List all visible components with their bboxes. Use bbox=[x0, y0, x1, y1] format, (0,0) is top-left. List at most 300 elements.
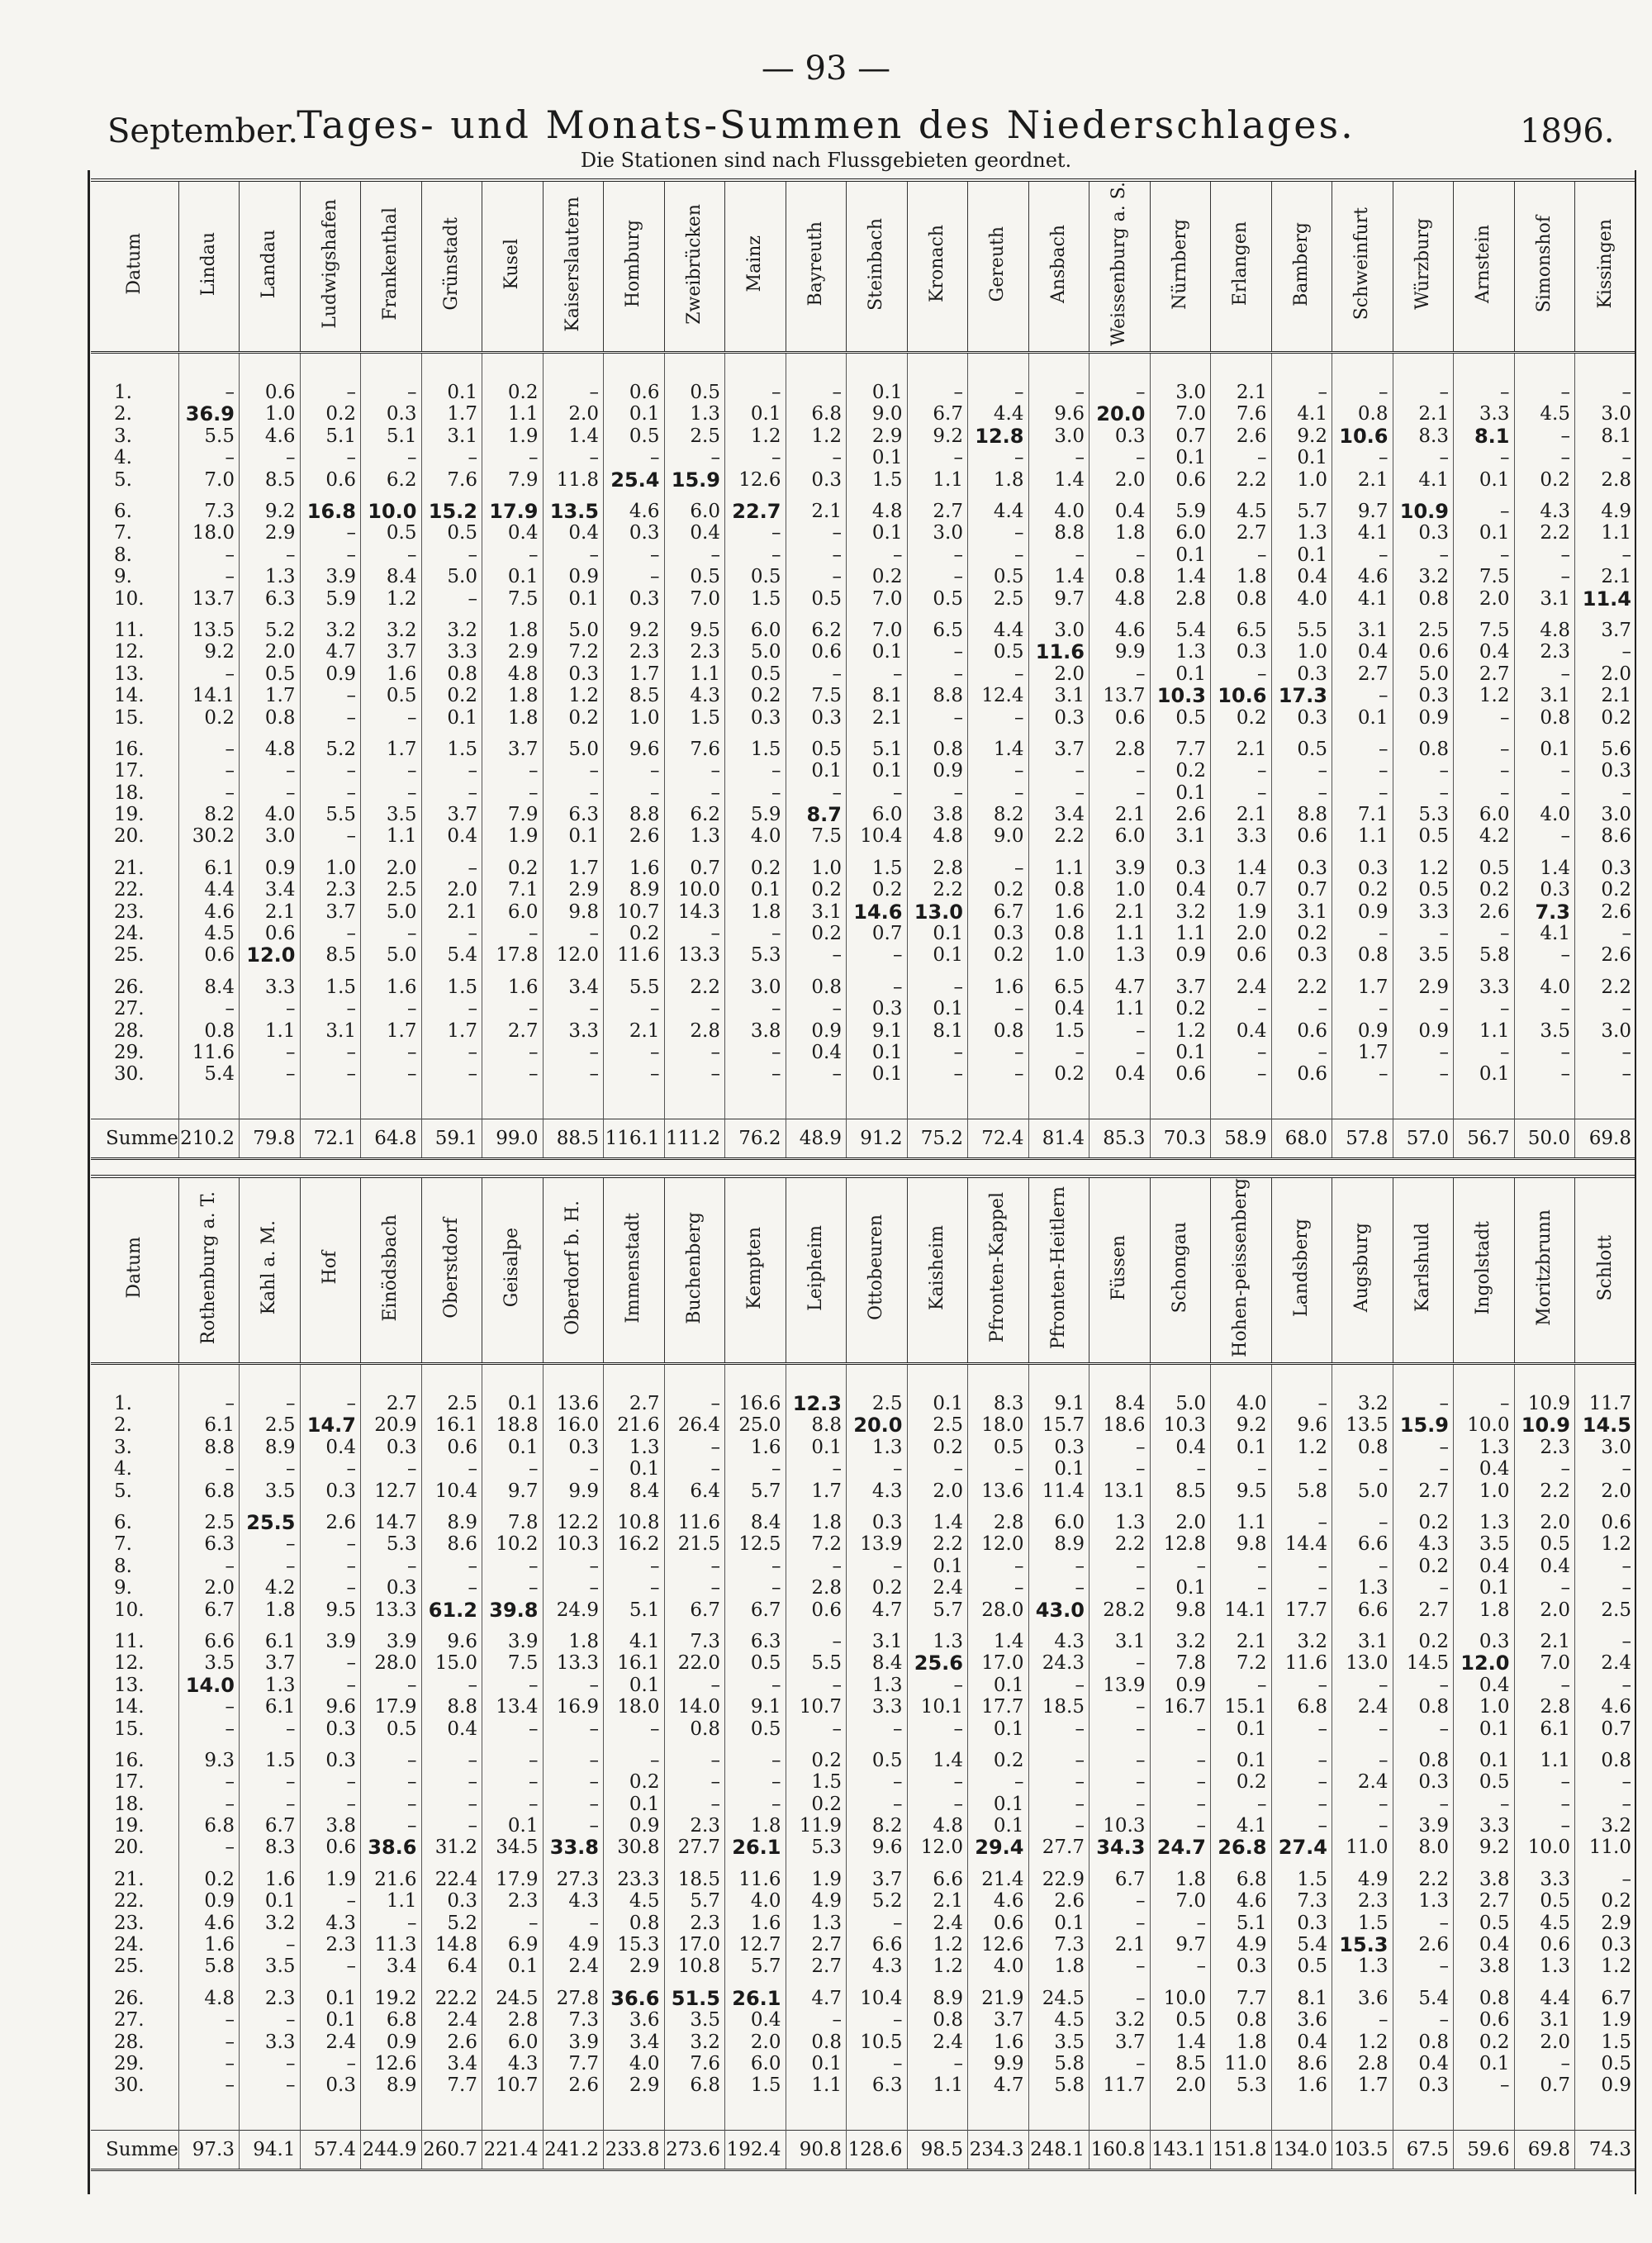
value-cell: – bbox=[786, 1621, 847, 1652]
value-cell: 18.0 bbox=[178, 522, 240, 544]
table-row bbox=[91, 1556, 1635, 1577]
value-cell: 2.0 bbox=[1514, 1599, 1575, 1620]
value-cell: 6.9 bbox=[482, 1934, 544, 1955]
value-cell: 0.8 bbox=[1332, 1437, 1393, 1458]
value-cell: – bbox=[1211, 1793, 1272, 1814]
value-cell: – bbox=[1089, 782, 1151, 804]
value-cell: 5.1 bbox=[604, 1599, 665, 1620]
sum-cell: 98.5 bbox=[907, 2130, 968, 2169]
value-cell: – bbox=[1089, 1577, 1151, 1599]
value-cell: 4.7 bbox=[968, 2074, 1029, 2130]
value-cell: 2.0 bbox=[1211, 923, 1272, 944]
value-cell: – bbox=[1271, 782, 1332, 804]
value-cell: 2.0 bbox=[421, 879, 482, 901]
value-cell: – bbox=[1271, 1042, 1332, 1063]
value-cell: 5.9 bbox=[725, 804, 786, 825]
station-header bbox=[178, 1176, 240, 1363]
value-cell: 8.3 bbox=[1393, 425, 1454, 447]
value-cell: 7.5 bbox=[1454, 566, 1515, 587]
value-cell: 0.6 bbox=[1271, 1063, 1332, 1119]
value-cell: 1.6 bbox=[361, 967, 422, 998]
value-cell: 26.1 bbox=[725, 1837, 786, 1858]
value-cell: – bbox=[1150, 1771, 1211, 1793]
sum-cell: 81.4 bbox=[1028, 1119, 1089, 1158]
value-cell: – bbox=[421, 998, 482, 1019]
station-header bbox=[1514, 1176, 1575, 1363]
value-cell: 1.5 bbox=[240, 1740, 301, 1771]
day-cell: 13. bbox=[114, 663, 145, 685]
station-header bbox=[421, 1176, 482, 1363]
value-cell: 0.3 bbox=[1575, 848, 1636, 879]
station-name: Einödsbach bbox=[380, 1214, 401, 1322]
value-cell: – bbox=[1514, 782, 1575, 804]
value-cell: – bbox=[178, 1363, 240, 1414]
value-cell: 3.9 bbox=[482, 1621, 544, 1652]
value-cell: – bbox=[1211, 544, 1272, 566]
value-cell: – bbox=[907, 566, 968, 587]
value-cell: 6.1 bbox=[178, 1414, 240, 1436]
value-cell: – bbox=[968, 1771, 1029, 1793]
value-cell: 0.1 bbox=[968, 1718, 1029, 1739]
table-row bbox=[91, 1675, 1635, 1696]
value-cell: – bbox=[1089, 1019, 1151, 1041]
value-cell: 3.7 bbox=[421, 804, 482, 825]
value-cell: 0.2 bbox=[1514, 468, 1575, 490]
day-cell: 5. bbox=[114, 468, 132, 491]
value-cell: – bbox=[1575, 447, 1636, 468]
value-cell: 3.0 bbox=[907, 522, 968, 544]
value-cell: 3.1 bbox=[421, 425, 482, 447]
value-cell: – bbox=[1089, 1437, 1151, 1458]
value-cell: 3.4 bbox=[604, 2031, 665, 2052]
station-name: Schlott bbox=[1594, 1234, 1616, 1301]
value-cell: 1.6 bbox=[725, 1437, 786, 1458]
value-cell: 1.2 bbox=[1271, 1437, 1332, 1458]
value-cell: 6.0 bbox=[725, 2053, 786, 2074]
value-cell: 1.3 bbox=[604, 1437, 665, 1458]
value-cell: 5.2 bbox=[300, 729, 361, 760]
value-cell: 12.6 bbox=[968, 1934, 1029, 1955]
value-cell: 0.1 bbox=[847, 1042, 908, 1063]
value-cell: – bbox=[1514, 1793, 1575, 1814]
value-cell: 22.7 bbox=[725, 491, 786, 522]
value-cell: – bbox=[968, 663, 1029, 685]
value-cell: 2.0 bbox=[1514, 1502, 1575, 1533]
value-cell: 1.2 bbox=[1393, 848, 1454, 879]
value-cell: – bbox=[725, 447, 786, 468]
value-cell: – bbox=[1028, 1771, 1089, 1793]
value-cell: 15.1 bbox=[1211, 1696, 1272, 1718]
value-cell: – bbox=[664, 1042, 725, 1063]
value-cell: 0.4 bbox=[482, 522, 544, 544]
value-cell: – bbox=[482, 544, 544, 566]
value-cell: 0.3 bbox=[1211, 1955, 1272, 1977]
sum-cell: 90.8 bbox=[786, 2130, 847, 2169]
value-cell: 3.3 bbox=[1454, 1815, 1515, 1837]
value-cell: 0.5 bbox=[1271, 1955, 1332, 1977]
value-cell: – bbox=[1332, 1556, 1393, 1577]
value-cell: 2.0 bbox=[543, 403, 604, 425]
value-cell: 1.8 bbox=[482, 610, 544, 641]
value-cell: – bbox=[543, 782, 604, 804]
value-cell: 2.0 bbox=[1089, 468, 1151, 490]
value-cell: 3.9 bbox=[543, 2031, 604, 2052]
value-cell: 15.3 bbox=[604, 1934, 665, 1955]
value-cell: 29.4 bbox=[968, 1837, 1029, 1858]
value-cell: – bbox=[786, 1458, 847, 1480]
value-cell: – bbox=[604, 1740, 665, 1771]
value-cell: 3.2 bbox=[240, 1912, 301, 1933]
value-cell: – bbox=[1393, 1793, 1454, 1814]
sum-label: Summe bbox=[91, 2130, 178, 2169]
value-cell: 36.9 bbox=[178, 403, 240, 425]
day-cell: 17. bbox=[114, 1771, 145, 1794]
value-cell: – bbox=[1150, 1955, 1211, 1977]
value-cell: 1.5 bbox=[725, 729, 786, 760]
value-cell: 0.7 bbox=[1514, 2074, 1575, 2130]
value-cell: – bbox=[968, 706, 1029, 728]
value-cell: – bbox=[543, 1556, 604, 1577]
station-header bbox=[1332, 180, 1393, 352]
value-cell: 9.2 bbox=[178, 641, 240, 663]
value-cell: – bbox=[1028, 1577, 1089, 1599]
value-cell: 4.0 bbox=[725, 825, 786, 847]
value-cell: – bbox=[361, 1042, 422, 1063]
value-cell: 14.5 bbox=[1575, 1414, 1636, 1436]
value-cell: – bbox=[1089, 1740, 1151, 1771]
value-cell: – bbox=[543, 1718, 604, 1739]
value-cell: 0.4 bbox=[421, 1718, 482, 1739]
value-cell: 0.4 bbox=[1150, 879, 1211, 901]
value-cell: 3.1 bbox=[1332, 610, 1393, 641]
value-cell: 4.4 bbox=[968, 403, 1029, 425]
station-header bbox=[1271, 180, 1332, 352]
value-cell: 6.0 bbox=[482, 2031, 544, 2052]
value-cell: 8.5 bbox=[1150, 2053, 1211, 2074]
value-cell: – bbox=[482, 1063, 544, 1119]
value-cell: 3.6 bbox=[1271, 2009, 1332, 2031]
value-cell: – bbox=[786, 447, 847, 468]
value-cell: 3.5 bbox=[361, 804, 422, 825]
value-cell: 2.9 bbox=[604, 1955, 665, 1977]
table-row bbox=[91, 425, 1635, 447]
datum-header bbox=[91, 1176, 178, 1363]
value-cell: 3.5 bbox=[240, 1955, 301, 1977]
value-cell: 10.4 bbox=[421, 1480, 482, 1501]
value-cell: – bbox=[300, 447, 361, 468]
value-cell: 3.8 bbox=[1454, 1955, 1515, 1977]
value-cell: – bbox=[907, 1771, 968, 1793]
sum-cell: 64.8 bbox=[361, 1119, 422, 1158]
value-cell: 8.6 bbox=[1575, 825, 1636, 847]
value-cell: 6.1 bbox=[178, 848, 240, 879]
value-cell: – bbox=[604, 1063, 665, 1119]
value-cell: 3.0 bbox=[1575, 1437, 1636, 1458]
value-cell: – bbox=[1575, 641, 1636, 663]
value-cell: – bbox=[178, 1837, 240, 1858]
table-row bbox=[91, 522, 1635, 544]
value-cell: 1.8 bbox=[482, 685, 544, 706]
value-cell: 7.9 bbox=[482, 804, 544, 825]
value-cell: – bbox=[968, 848, 1029, 879]
value-cell: 12.0 bbox=[907, 1837, 968, 1858]
value-cell: 8.5 bbox=[300, 944, 361, 966]
station-name: Oberdorf b. H. bbox=[562, 1200, 583, 1335]
value-cell: – bbox=[240, 1771, 301, 1793]
value-cell: – bbox=[664, 1363, 725, 1414]
value-cell: 0.3 bbox=[300, 1718, 361, 1739]
month-label: September. bbox=[107, 112, 299, 150]
value-cell: – bbox=[907, 641, 968, 663]
value-cell: 8.5 bbox=[604, 685, 665, 706]
value-cell: 3.1 bbox=[1271, 901, 1332, 922]
station-header bbox=[1211, 180, 1272, 352]
value-cell: 0.6 bbox=[968, 1912, 1029, 1933]
value-cell: – bbox=[1393, 998, 1454, 1019]
value-cell: 5.0 bbox=[725, 641, 786, 663]
value-cell: 0.2 bbox=[1393, 1502, 1454, 1533]
value-cell: 3.2 bbox=[300, 610, 361, 641]
value-cell: 0.1 bbox=[1454, 1063, 1515, 1119]
value-cell: 27.8 bbox=[543, 1978, 604, 2009]
station-header bbox=[1028, 1176, 1089, 1363]
table-row bbox=[91, 352, 1635, 403]
value-cell: – bbox=[968, 1042, 1029, 1063]
day-cell: 27. bbox=[114, 2009, 145, 2032]
value-cell: – bbox=[1332, 1502, 1393, 1533]
value-cell: – bbox=[482, 923, 544, 944]
value-cell: – bbox=[664, 1793, 725, 1814]
value-cell: 0.8 bbox=[1575, 1740, 1636, 1771]
value-cell: 0.8 bbox=[1393, 2031, 1454, 2052]
value-cell: 2.6 bbox=[1454, 901, 1515, 922]
value-cell: 0.2 bbox=[968, 1740, 1029, 1771]
value-cell: 2.5 bbox=[907, 1414, 968, 1436]
value-cell: 30.2 bbox=[178, 825, 240, 847]
value-cell: 0.2 bbox=[300, 403, 361, 425]
value-cell: – bbox=[1089, 1793, 1151, 1814]
value-cell: – bbox=[1332, 2009, 1393, 2031]
value-cell: – bbox=[300, 760, 361, 782]
value-cell: 15.9 bbox=[664, 468, 725, 490]
value-cell: 0.3 bbox=[786, 706, 847, 728]
value-cell: 0.1 bbox=[1028, 1912, 1089, 1933]
value-cell: 3.3 bbox=[421, 641, 482, 663]
value-cell: – bbox=[543, 1793, 604, 1814]
value-cell: 6.1 bbox=[240, 1696, 301, 1718]
value-cell: 1.0 bbox=[1454, 1480, 1515, 1501]
value-cell: 0.6 bbox=[1150, 1063, 1211, 1119]
value-cell: 5.7 bbox=[1271, 491, 1332, 522]
value-cell: 9.6 bbox=[1271, 1414, 1332, 1436]
value-cell: 3.3 bbox=[240, 967, 301, 998]
value-cell: – bbox=[907, 1793, 968, 1814]
value-cell: – bbox=[725, 782, 786, 804]
value-cell: 5.9 bbox=[300, 587, 361, 609]
value-cell: – bbox=[421, 544, 482, 566]
value-cell: 0.1 bbox=[543, 825, 604, 847]
value-cell: – bbox=[300, 1652, 361, 1674]
station-header bbox=[1150, 1176, 1211, 1363]
station-name: Erlangen bbox=[1230, 221, 1251, 307]
value-cell: 2.8 bbox=[786, 1577, 847, 1599]
value-cell: 0.5 bbox=[725, 1652, 786, 1674]
value-cell: 3.1 bbox=[786, 901, 847, 922]
value-cell: 1.0 bbox=[1454, 1696, 1515, 1718]
value-cell: 7.5 bbox=[786, 825, 847, 847]
value-cell: – bbox=[482, 998, 544, 1019]
value-cell: 1.3 bbox=[664, 825, 725, 847]
value-cell: – bbox=[1393, 1718, 1454, 1739]
value-cell: 3.7 bbox=[1089, 2031, 1151, 2052]
value-cell: 34.3 bbox=[1089, 1837, 1151, 1858]
value-cell: 2.7 bbox=[361, 1363, 422, 1414]
value-cell: – bbox=[300, 998, 361, 1019]
value-cell: – bbox=[421, 1063, 482, 1119]
value-cell: – bbox=[543, 447, 604, 468]
value-cell: 1.1 bbox=[1089, 923, 1151, 944]
value-cell: 10.0 bbox=[1514, 1837, 1575, 1858]
value-cell: 1.5 bbox=[1332, 1912, 1393, 1933]
value-cell: 2.4 bbox=[1575, 1652, 1636, 1674]
value-cell: 0.5 bbox=[1150, 2009, 1211, 2031]
value-cell: 3.4 bbox=[1028, 804, 1089, 825]
value-cell: 2.4 bbox=[907, 2031, 968, 2052]
value-cell: 0.1 bbox=[543, 587, 604, 609]
value-cell: 4.0 bbox=[1514, 804, 1575, 825]
table-row bbox=[91, 1042, 1635, 1063]
value-cell: 1.3 bbox=[907, 1621, 968, 1652]
value-cell: – bbox=[361, 352, 422, 403]
value-cell: 7.6 bbox=[421, 468, 482, 490]
value-cell: 0.8 bbox=[240, 706, 301, 728]
value-cell: 51.5 bbox=[664, 1978, 725, 2009]
value-cell: 13.5 bbox=[543, 491, 604, 522]
value-cell: 7.2 bbox=[786, 1533, 847, 1555]
value-cell: 11.6 bbox=[604, 944, 665, 966]
value-cell: 0.1 bbox=[907, 923, 968, 944]
value-cell: – bbox=[1393, 782, 1454, 804]
value-cell: 6.7 bbox=[725, 1599, 786, 1620]
value-cell: 13.3 bbox=[664, 944, 725, 966]
sum-cell: 59.1 bbox=[421, 1119, 482, 1158]
value-cell: 3.7 bbox=[240, 1652, 301, 1674]
value-cell: 0.6 bbox=[421, 1437, 482, 1458]
value-cell: – bbox=[1514, 663, 1575, 685]
value-cell: 0.5 bbox=[1514, 1890, 1575, 1912]
value-cell: – bbox=[1514, 998, 1575, 1019]
value-cell: 1.3 bbox=[1332, 1955, 1393, 1977]
value-cell: 0.5 bbox=[1393, 879, 1454, 901]
value-cell: 0.2 bbox=[604, 1771, 665, 1793]
value-cell: 1.3 bbox=[1393, 1890, 1454, 1912]
value-cell: – bbox=[664, 447, 725, 468]
value-cell: 5.1 bbox=[361, 425, 422, 447]
value-cell: 1.1 bbox=[664, 663, 725, 685]
value-cell: – bbox=[968, 522, 1029, 544]
value-cell: 2.1 bbox=[1514, 1621, 1575, 1652]
value-cell: 1.4 bbox=[1211, 848, 1272, 879]
table-row bbox=[91, 403, 1635, 425]
value-cell: 6.7 bbox=[1089, 1859, 1151, 1890]
day-cell: 23. bbox=[114, 901, 145, 923]
table-row bbox=[91, 1502, 1635, 1533]
value-cell: – bbox=[725, 1556, 786, 1577]
value-cell: – bbox=[1454, 1363, 1515, 1414]
value-cell: – bbox=[482, 1042, 544, 1063]
value-cell: 6.8 bbox=[664, 2074, 725, 2130]
value-cell: – bbox=[300, 1556, 361, 1577]
value-cell: 6.8 bbox=[1211, 1859, 1272, 1890]
station-name: Ludwigshafen bbox=[319, 199, 340, 329]
value-cell: 5.8 bbox=[1028, 2074, 1089, 2130]
day-cell: 19. bbox=[114, 1815, 145, 1837]
sum-cell: 48.9 bbox=[786, 1119, 847, 1158]
precipitation-table-south bbox=[91, 1175, 1635, 2171]
value-cell: 0.3 bbox=[300, 1480, 361, 1501]
value-cell: 2.3 bbox=[240, 1978, 301, 2009]
value-cell: – bbox=[1028, 447, 1089, 468]
value-cell: 6.0 bbox=[1454, 804, 1515, 825]
value-cell: 1.1 bbox=[907, 468, 968, 490]
value-cell: 18.5 bbox=[1028, 1696, 1089, 1718]
value-cell: 2.0 bbox=[1575, 663, 1636, 685]
value-cell: 0.6 bbox=[1089, 706, 1151, 728]
value-cell: – bbox=[300, 1042, 361, 1063]
value-cell: – bbox=[543, 1771, 604, 1793]
value-cell: 0.2 bbox=[725, 685, 786, 706]
value-cell: 3.8 bbox=[725, 1019, 786, 1041]
value-cell: – bbox=[968, 1458, 1029, 1480]
value-cell: 1.2 bbox=[361, 587, 422, 609]
value-cell: 1.4 bbox=[1514, 848, 1575, 879]
value-cell: – bbox=[300, 685, 361, 706]
value-cell: – bbox=[907, 782, 968, 804]
value-cell: 0.1 bbox=[1150, 663, 1211, 685]
value-cell: – bbox=[1575, 1458, 1636, 1480]
value-cell: 10.1 bbox=[907, 1696, 968, 1718]
value-cell: – bbox=[1089, 1652, 1151, 1674]
value-cell: – bbox=[786, 1556, 847, 1577]
value-cell: 6.8 bbox=[1271, 1696, 1332, 1718]
value-cell: – bbox=[361, 544, 422, 566]
value-cell: – bbox=[1028, 1718, 1089, 1739]
value-cell: – bbox=[847, 2009, 908, 2031]
value-cell: 24.3 bbox=[1028, 1652, 1089, 1674]
value-cell: 1.5 bbox=[421, 729, 482, 760]
value-cell: 0.4 bbox=[543, 522, 604, 544]
value-cell: 1.4 bbox=[1150, 2031, 1211, 2052]
value-cell: 11.6 bbox=[1271, 1652, 1332, 1674]
value-cell: – bbox=[968, 782, 1029, 804]
value-cell: 1.5 bbox=[725, 587, 786, 609]
value-cell: – bbox=[300, 1577, 361, 1599]
value-cell: 5.4 bbox=[1393, 1978, 1454, 2009]
value-cell: 0.1 bbox=[604, 1675, 665, 1696]
value-cell: 1.8 bbox=[725, 901, 786, 922]
value-cell: 6.7 bbox=[968, 901, 1029, 922]
station-name: Kissingen bbox=[1594, 219, 1616, 309]
day-cell: 14. bbox=[114, 1696, 145, 1718]
value-cell: 3.7 bbox=[1028, 729, 1089, 760]
value-cell: 5.0 bbox=[361, 944, 422, 966]
value-cell: 0.2 bbox=[178, 1859, 240, 1890]
value-cell: 8.9 bbox=[361, 2074, 422, 2130]
value-cell: 4.6 bbox=[240, 425, 301, 447]
value-cell: – bbox=[1211, 663, 1272, 685]
value-cell: 7.3 bbox=[664, 1621, 725, 1652]
value-cell: 6.7 bbox=[907, 403, 968, 425]
